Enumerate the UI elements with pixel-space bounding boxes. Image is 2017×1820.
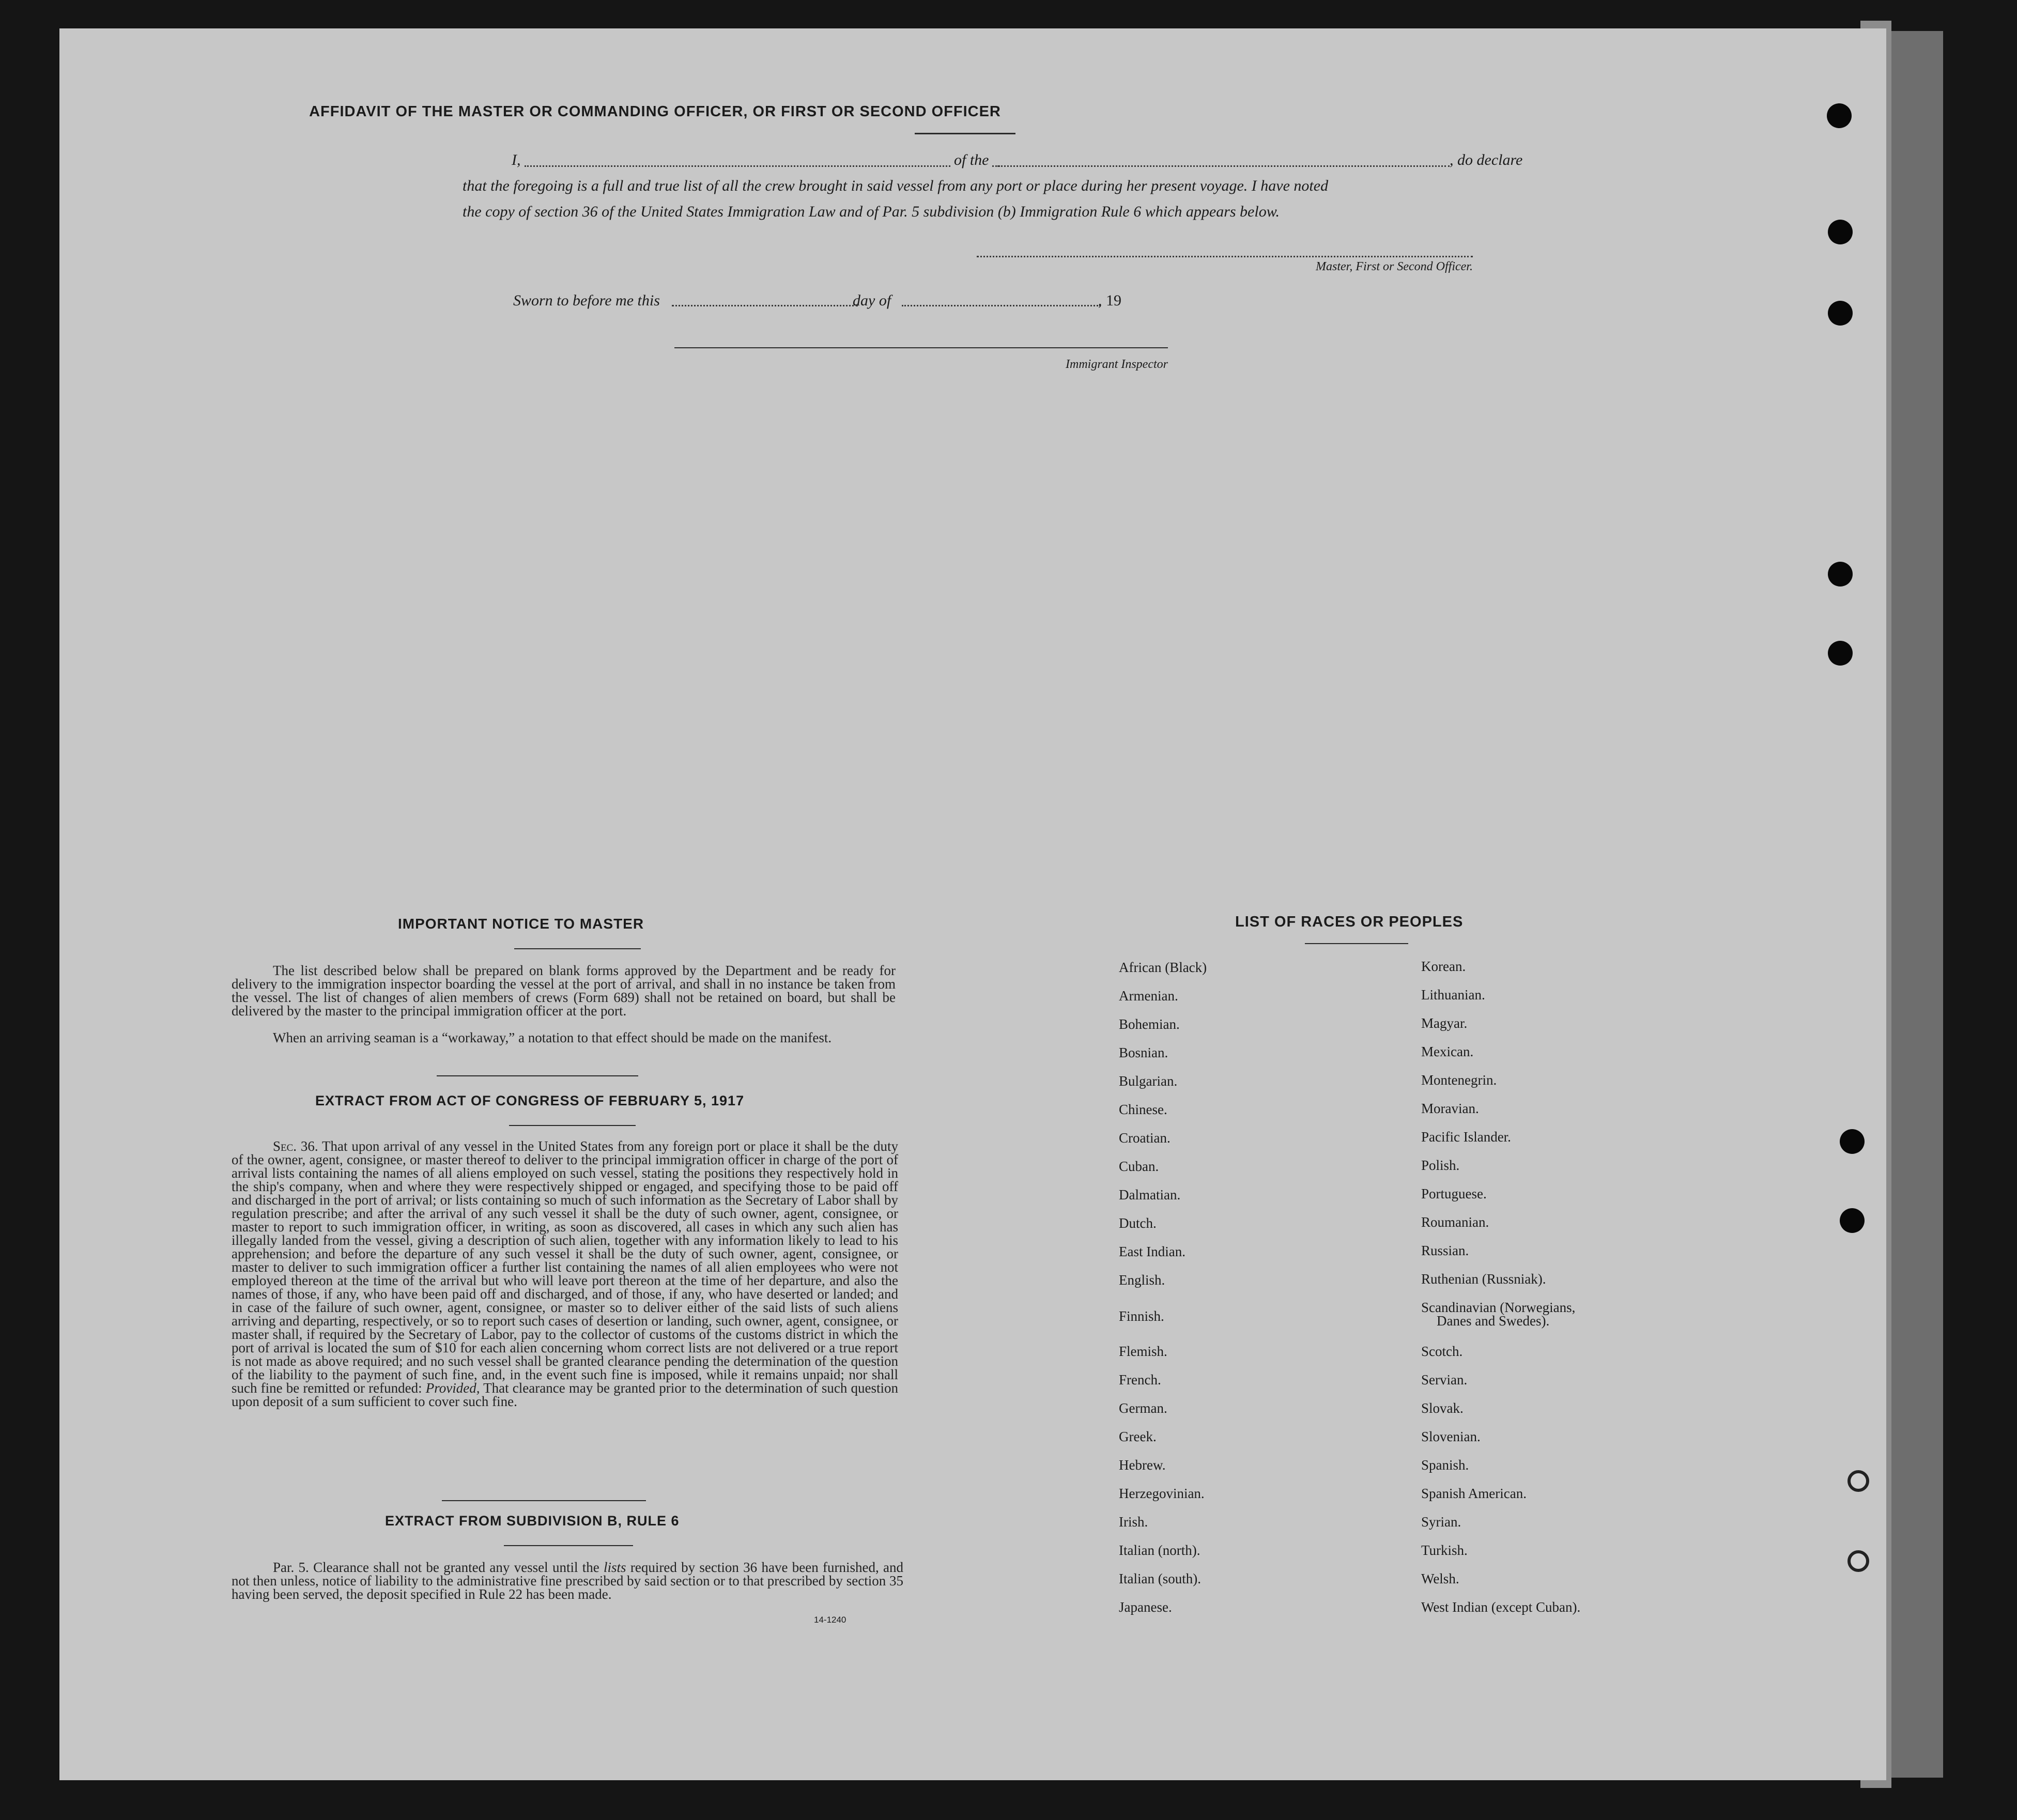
inspector-label: Immigrant Inspector — [1066, 358, 1168, 371]
lists-word: lists — [604, 1560, 626, 1575]
rule-par-5-start: Par. 5. Clearance shall not be granted any vessel until the — [273, 1560, 599, 1575]
race-item: Japanese. — [1119, 1599, 1172, 1615]
race-item: Bosnian. — [1119, 1045, 1168, 1060]
race-item-continued: Danes and Swedes). — [1437, 1313, 1550, 1329]
race-item: Italian (south). — [1119, 1571, 1201, 1586]
master-signature-line[interactable] — [977, 256, 1473, 257]
race-item: Mexican. — [1421, 1044, 1474, 1059]
race-item: Spanish. — [1421, 1457, 1469, 1473]
section-divider — [442, 1500, 646, 1501]
notice-title: IMPORTANT NOTICE TO MASTER — [398, 916, 644, 932]
race-item: Servian. — [1421, 1372, 1468, 1387]
rule-par-5-rest: required by section 36 have been furnished, and not then unless, notice of liability to the administrative fine prescribed by said section or to that prescribed by section 35 having been served, the deposit specified in Rule 22 has been made. — [232, 1560, 903, 1602]
sworn-day-of: day of — [853, 292, 891, 309]
section-label: Sec. 36. — [273, 1138, 318, 1154]
race-item: Roumanian. — [1421, 1214, 1489, 1230]
race-item: Scandinavian (Norwegians, — [1421, 1300, 1576, 1315]
race-item: Italian (north). — [1119, 1543, 1200, 1558]
affidavit-title: AFFIDAVIT OF THE MASTER OR COMMANDING OFFICER, OR FIRST OR SECOND OFFICER — [309, 103, 1001, 120]
extract-act-underline — [509, 1125, 636, 1126]
race-item: Ruthenian (Russniak). — [1421, 1271, 1546, 1287]
binder-hole — [1847, 1470, 1869, 1492]
sworn-year: , 19 — [1098, 292, 1121, 309]
section-36-text: That upon arrival of any vessel in the United States from any foreign port or place it shall be the duty of the owner, agent, consignee, or master thereof to deliver to the principal immigration officer in charge of the port of arrival lists containing the names of all aliens employed on such vessel, stating the positions they respectively hold in the ship's company, when and where they were respectively shipped or engaged, and specifying those to be paid off and discharged in the port of arrival; or lists containing so much of such information as the Secretary of Labor shall by regulation prescribe; and after the arrival of any such vessel it shall be the duty of such owner, agent, consignee, or master to report to such immigration officer, in writing, as soon as discovered, all cases in which any such alien has illegally landed from the vessel, giving a description of such alien, together with any information likely to lead to his apprehension; and before the departure of any such vessel it shall be the duty of such owner, agent, consignee, or master to deliver to such immigration officer a further list containing the names of all alien employees who were not employed thereon at the time of the arrival but who will leave port thereon at the time of her departure, and also the names of those, if any, who have been paid off and discharged, and of those, if any, who have deserted or landed; and in case of the failure of such owner, agent, consignee, or master so to deliver either of the said lists of such aliens arriving and departing, respectively, or so to report such cases of desertion or landing, such owner, agent, consignee, or master shall, if required by the Secretary of Labor, pay to the collector of customs of the customs district in which the port of arrival is located the sum of $10 for each alien concerning whom correct lists are not delivered or a true report is not made as above required; and no such vessel shall be granted clearance pending the determination of the question of the liability to the payment of such fine, and, in the event such fine is imposed, while it remains unpaid; nor shall such fine be remitted or refunded: — [232, 1138, 899, 1396]
race-item: Irish. — [1119, 1514, 1148, 1530]
race-item: Welsh. — [1421, 1571, 1459, 1586]
race-item: Russian. — [1421, 1243, 1469, 1258]
races-title: LIST OF RACES OR PEOPLES — [1235, 914, 1464, 930]
race-item: Polish. — [1421, 1158, 1460, 1173]
race-item: Moravian. — [1421, 1101, 1479, 1116]
name-blank-line[interactable] — [525, 165, 1000, 167]
race-item: Bohemian. — [1119, 1016, 1180, 1032]
sworn-prefix: Sworn to before me this — [513, 292, 660, 309]
document-page — [59, 28, 1886, 1780]
race-item: Lithuanian. — [1421, 987, 1485, 1002]
extract-rule-title: EXTRACT FROM SUBDIVISION B, RULE 6 — [385, 1513, 680, 1529]
sworn-day-blank[interactable] — [672, 305, 858, 306]
race-item: Portuguese. — [1421, 1186, 1487, 1201]
binder-hole — [1828, 220, 1853, 244]
notice-body-2: When an arriving seaman is a “workaway,” a notation to that effect should be made on the manifest. — [273, 1030, 832, 1045]
affidavit-i-label: I, — [512, 151, 521, 168]
provided-word: Provided, — [425, 1380, 480, 1396]
extract-rule-underline — [504, 1545, 633, 1546]
race-item: Flemish. — [1119, 1344, 1167, 1359]
race-item: Spanish American. — [1421, 1486, 1527, 1501]
race-item: Syrian. — [1421, 1514, 1461, 1530]
vessel-blank-line[interactable] — [997, 165, 1450, 167]
binder-hole — [1828, 301, 1853, 326]
race-item: English. — [1119, 1272, 1165, 1288]
notice-body: The list described below shall be prepared on blank forms approved by the Department and be ready for delivery to the immigration inspector boarding the vessel at the port of arrival, and shall in no instance be taken from the vessel. The list of changes of alien members of crews (Form 689) shall not be retained on board, but shall be delivered by the master to the principal immigration officer at the port. — [232, 963, 896, 1019]
affidavit-line-3: the copy of section 36 of the United States Immigration Law and of Par. 5 subdivision (b) Immigration Rule 6 which appears below. — [463, 203, 1280, 220]
race-item: French. — [1119, 1372, 1161, 1387]
race-item: Montenegrin. — [1421, 1072, 1497, 1088]
race-item: Slovak. — [1421, 1400, 1464, 1416]
affidavit-do-declare-label: , do declare — [1450, 151, 1523, 168]
race-item: Herzegovinian. — [1119, 1486, 1205, 1501]
section-36-end: That clearance may be granted prior to the determination of such question upon deposit of a sum sufficient to cover such fine. — [232, 1380, 899, 1409]
race-item: Dalmatian. — [1119, 1187, 1181, 1202]
race-item: Armenian. — [1119, 988, 1178, 1004]
affidavit-of-the-label: of the — [951, 151, 992, 169]
binder-hole — [1840, 1129, 1865, 1154]
race-item: East Indian. — [1119, 1244, 1185, 1259]
notice-underline — [514, 948, 641, 949]
race-item: Korean. — [1421, 959, 1466, 974]
race-item: Slovenian. — [1421, 1429, 1481, 1444]
race-item: Bulgarian. — [1119, 1073, 1178, 1089]
race-item: Croatian. — [1119, 1130, 1171, 1146]
form-number: 14-1240 — [814, 1615, 846, 1625]
race-item: African (Black) — [1119, 960, 1207, 975]
extract-act-body — [232, 1139, 898, 1408]
race-item: Chinese. — [1119, 1102, 1167, 1117]
race-item: Hebrew. — [1119, 1457, 1166, 1473]
race-item: Finnish. — [1119, 1308, 1164, 1324]
race-item: German. — [1119, 1400, 1167, 1416]
race-item: West Indian (except Cuban). — [1421, 1599, 1581, 1615]
extract-act-title: EXTRACT FROM ACT OF CONGRESS OF FEBRUARY 5, 1917 — [315, 1093, 745, 1108]
races-underline — [1305, 943, 1408, 944]
inspector-signature-line[interactable] — [674, 347, 1168, 348]
binder-hole — [1828, 641, 1853, 666]
sworn-month-blank[interactable] — [902, 305, 1101, 306]
race-item: Dutch. — [1119, 1215, 1157, 1231]
race-item: Scotch. — [1421, 1344, 1463, 1359]
binder-hole — [1840, 1208, 1865, 1233]
binder-hole — [1828, 562, 1853, 587]
title-underline — [915, 133, 1015, 134]
master-signature-label: Master, First or Second Officer. — [1316, 260, 1473, 273]
race-item: Greek. — [1119, 1429, 1157, 1444]
binder-hole — [1827, 103, 1852, 128]
race-item: Cuban. — [1119, 1159, 1159, 1174]
affidavit-line-2: that the foregoing is a full and true list of all the crew brought in said vessel from any port or place during her present voyage. I have noted — [463, 177, 1329, 194]
race-item: Magyar. — [1421, 1015, 1468, 1031]
race-item: Pacific Islander. — [1421, 1129, 1511, 1145]
binder-hole — [1847, 1550, 1869, 1572]
extract-rule-body — [232, 1561, 903, 1601]
section-divider — [437, 1075, 638, 1076]
race-item: Turkish. — [1421, 1543, 1468, 1558]
